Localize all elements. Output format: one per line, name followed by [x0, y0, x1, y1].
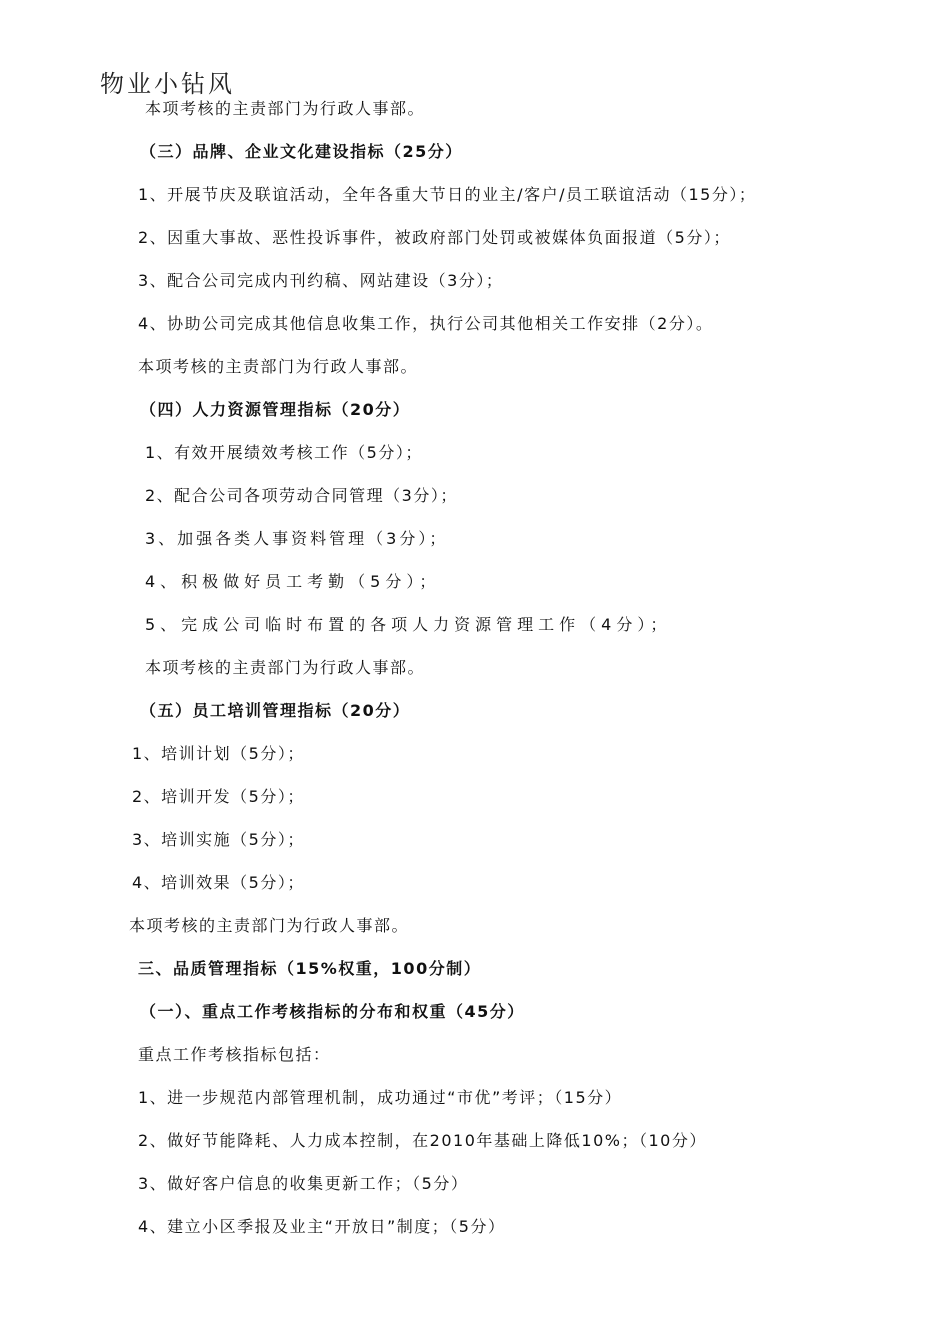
text-line: 本项考核的主责部门为行政人事部。 — [145, 99, 426, 118]
list-item: 1、开展节庆及联谊活动，全年各重大节日的业主/客户/员工联谊活动（15分）； — [138, 185, 757, 204]
list-item: 3、做好客户信息的收集更新工作；（5分） — [138, 1174, 469, 1193]
list-item: 2、做好节能降耗、人力成本控制，在2010年基础上降低10%；（10分） — [138, 1131, 707, 1150]
list-item: 4、积极做好员工考勤（5分）； — [145, 572, 441, 591]
list-item: 4、培训效果（5分）； — [132, 873, 305, 892]
list-item: 1、进一步规范内部管理机制，成功通过“市优”考评；（15分） — [138, 1088, 623, 1107]
text-line: 本项考核的主责部门为行政人事部。 — [129, 916, 410, 935]
list-item: 2、配合公司各项劳动合同管理（3分）； — [145, 486, 458, 505]
list-item: 2、培训开发（5分）； — [132, 787, 305, 806]
section-heading: （三）品牌、企业文化建设指标（25分） — [140, 142, 463, 161]
list-item: 5、完成公司临时布置的各项人力资源管理工作（4分）； — [145, 615, 672, 634]
text-line: 本项考核的主责部门为行政人事部。 — [138, 357, 419, 376]
section-heading: 三、品质管理指标（15%权重，100分制） — [138, 959, 482, 978]
list-item: 3、加强各类人事资料管理（3分）； — [145, 529, 449, 548]
section-heading: （四）人力资源管理指标（20分） — [140, 400, 411, 419]
section-heading: （五）员工培训管理指标（20分） — [140, 701, 411, 720]
list-item: 1、培训计划（5分）； — [132, 744, 305, 763]
list-item: 2、因重大事故、恶性投诉事件，被政府部门处罚或被媒体负面报道（5分）； — [138, 228, 731, 247]
list-item: 1、有效开展绩效考核工作（5分）； — [145, 443, 423, 462]
document-header: 物业小钻风 — [100, 70, 235, 98]
list-item: 4、协助公司完成其他信息收集工作，执行公司其他相关工作安排（2分）。 — [138, 314, 714, 333]
section-heading: （一）、重点工作考核指标的分布和权重（45分） — [140, 1002, 525, 1021]
text-line: 重点工作考核指标包括： — [138, 1045, 331, 1064]
list-item: 3、配合公司完成内刊约稿、网站建设（3分）； — [138, 271, 504, 290]
list-item: 4、建立小区季报及业主“开放日”制度；（5分） — [138, 1217, 506, 1236]
list-item: 3、培训实施（5分）； — [132, 830, 305, 849]
text-line: 本项考核的主责部门为行政人事部。 — [145, 658, 426, 677]
